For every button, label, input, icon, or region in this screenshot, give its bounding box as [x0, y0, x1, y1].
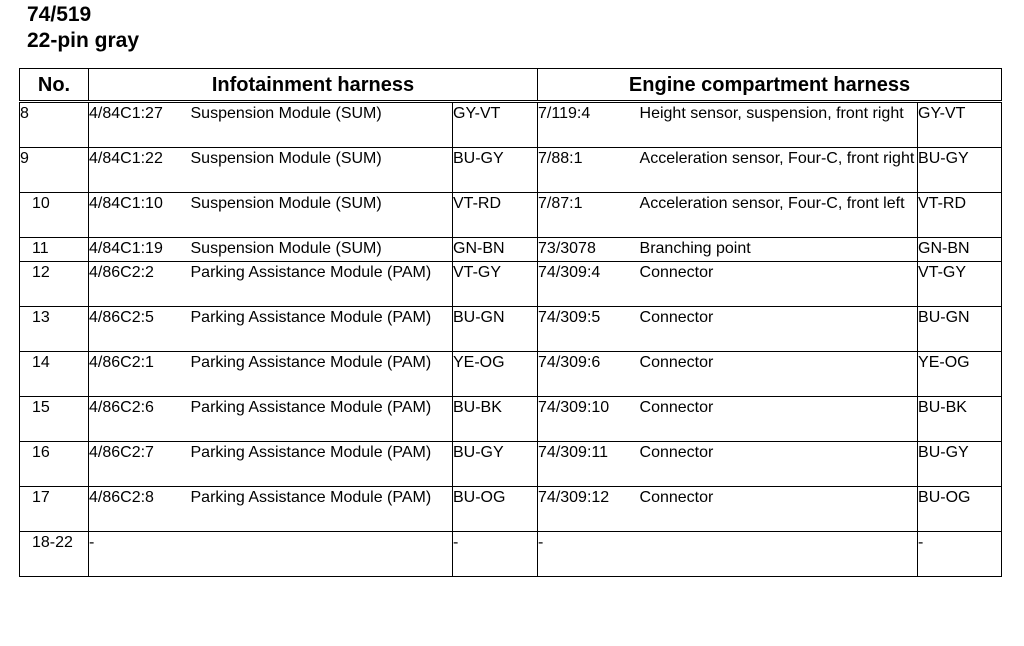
infotainment-wire-color: BU-GY — [453, 442, 538, 487]
infotainment-component: Suspension Module (SUM) — [191, 193, 453, 238]
infotainment-wire-color: VT-GY — [453, 262, 538, 307]
infotainment-wire-color: VT-RD — [453, 193, 538, 238]
infotainment-component: Suspension Module (SUM) — [191, 102, 453, 148]
infotainment-wire-color: BU-GN — [453, 307, 538, 352]
table-row — [20, 307, 1002, 352]
engine-component: Connector — [640, 442, 918, 487]
engine-pin: 73/3078 — [538, 238, 640, 262]
infotainment-component: Parking Assistance Module (PAM) — [191, 397, 453, 442]
table-row — [20, 148, 1002, 193]
infotainment-wire-color: - — [453, 532, 538, 577]
infotainment-pin: - — [89, 532, 191, 577]
table-row — [20, 487, 1002, 532]
infotainment-wire-color: BU-BK — [453, 397, 538, 442]
column-header-no: No. — [20, 69, 89, 102]
table-row — [20, 102, 1002, 148]
infotainment-pin: 4/86C2:1 — [89, 352, 191, 397]
engine-component: Height sensor, suspension, front right — [640, 102, 918, 148]
column-header-infotainment: Infotainment harness — [89, 69, 538, 102]
pinout-table — [19, 68, 1002, 577]
engine-wire-color: VT-GY — [918, 262, 1002, 307]
engine-component: Acceleration sensor, Four-C, front right — [640, 148, 918, 193]
infotainment-pin: 4/86C2:5 — [89, 307, 191, 352]
engine-pin: 7/88:1 — [538, 148, 640, 193]
engine-wire-color: YE-OG — [918, 352, 1002, 397]
table-row — [20, 532, 1002, 577]
table-row — [20, 397, 1002, 442]
engine-component: Connector — [640, 352, 918, 397]
engine-wire-color: GN-BN — [918, 238, 1002, 262]
engine-component: Branching point — [640, 238, 918, 262]
engine-component: Acceleration sensor, Four-C, front left — [640, 193, 918, 238]
pin-number: 13 — [20, 307, 89, 352]
engine-wire-color: BU-BK — [918, 397, 1002, 442]
engine-component: Connector — [640, 262, 918, 307]
infotainment-pin: 4/84C1:22 — [89, 148, 191, 193]
pin-number: 17 — [20, 487, 89, 532]
pin-number: 11 — [20, 238, 89, 262]
table-row — [20, 262, 1002, 307]
header-row — [20, 69, 1002, 102]
infotainment-component: Suspension Module (SUM) — [191, 148, 453, 193]
connector-description: 22-pin gray — [27, 29, 140, 52]
table-row — [20, 238, 1002, 262]
engine-wire-color: BU-GY — [918, 148, 1002, 193]
infotainment-wire-color: GN-BN — [453, 238, 538, 262]
infotainment-pin: 4/86C2:2 — [89, 262, 191, 307]
engine-wire-color: GY-VT — [918, 102, 1002, 148]
infotainment-wire-color: GY-VT — [453, 102, 538, 148]
engine-wire-color: - — [918, 532, 1002, 577]
engine-pin: 7/87:1 — [538, 193, 640, 238]
table-row — [20, 352, 1002, 397]
infotainment-wire-color: YE-OG — [453, 352, 538, 397]
pin-number: 9 — [20, 148, 89, 193]
engine-component: Connector — [640, 397, 918, 442]
pin-number: 16 — [20, 442, 89, 487]
engine-component: Connector — [640, 307, 918, 352]
pin-number: 18-22 — [20, 532, 89, 577]
engine-pin: 74/309:4 — [538, 262, 640, 307]
pin-number: 8 — [20, 102, 89, 148]
pin-number: 12 — [20, 262, 89, 307]
engine-pin: 74/309:10 — [538, 397, 640, 442]
infotainment-wire-color: BU-OG — [453, 487, 538, 532]
table-row — [20, 193, 1002, 238]
engine-wire-color: VT-RD — [918, 193, 1002, 238]
engine-wire-color: BU-GY — [918, 442, 1002, 487]
engine-pin: 74/309:5 — [538, 307, 640, 352]
infotainment-component — [191, 532, 453, 577]
infotainment-component: Suspension Module (SUM) — [191, 238, 453, 262]
pin-number: 14 — [20, 352, 89, 397]
engine-pin: 74/309:6 — [538, 352, 640, 397]
infotainment-component: Parking Assistance Module (PAM) — [191, 352, 453, 397]
infotainment-pin: 4/86C2:6 — [89, 397, 191, 442]
column-header-engine: Engine compartment harness — [538, 69, 1002, 102]
engine-pin: 74/309:12 — [538, 487, 640, 532]
page-title — [27, 2, 139, 54]
engine-component — [640, 532, 918, 577]
pin-number: 10 — [20, 193, 89, 238]
engine-component: Connector — [640, 487, 918, 532]
infotainment-component: Parking Assistance Module (PAM) — [191, 307, 453, 352]
engine-pin: 74/309:11 — [538, 442, 640, 487]
infotainment-component: Parking Assistance Module (PAM) — [191, 442, 453, 487]
infotainment-pin: 4/84C1:19 — [89, 238, 191, 262]
infotainment-component: Parking Assistance Module (PAM) — [191, 262, 453, 307]
pin-number: 15 — [20, 397, 89, 442]
table-row — [20, 442, 1002, 487]
infotainment-wire-color: BU-GY — [453, 148, 538, 193]
infotainment-pin: 4/86C2:8 — [89, 487, 191, 532]
infotainment-pin: 4/84C1:27 — [89, 102, 191, 148]
infotainment-pin: 4/84C1:10 — [89, 193, 191, 238]
infotainment-pin: 4/86C2:7 — [89, 442, 191, 487]
engine-pin: - — [538, 532, 640, 577]
connector-id: 74/519 — [27, 3, 92, 26]
infotainment-component: Parking Assistance Module (PAM) — [191, 487, 453, 532]
engine-wire-color: BU-GN — [918, 307, 1002, 352]
engine-pin: 7/119:4 — [538, 102, 640, 148]
engine-wire-color: BU-OG — [918, 487, 1002, 532]
